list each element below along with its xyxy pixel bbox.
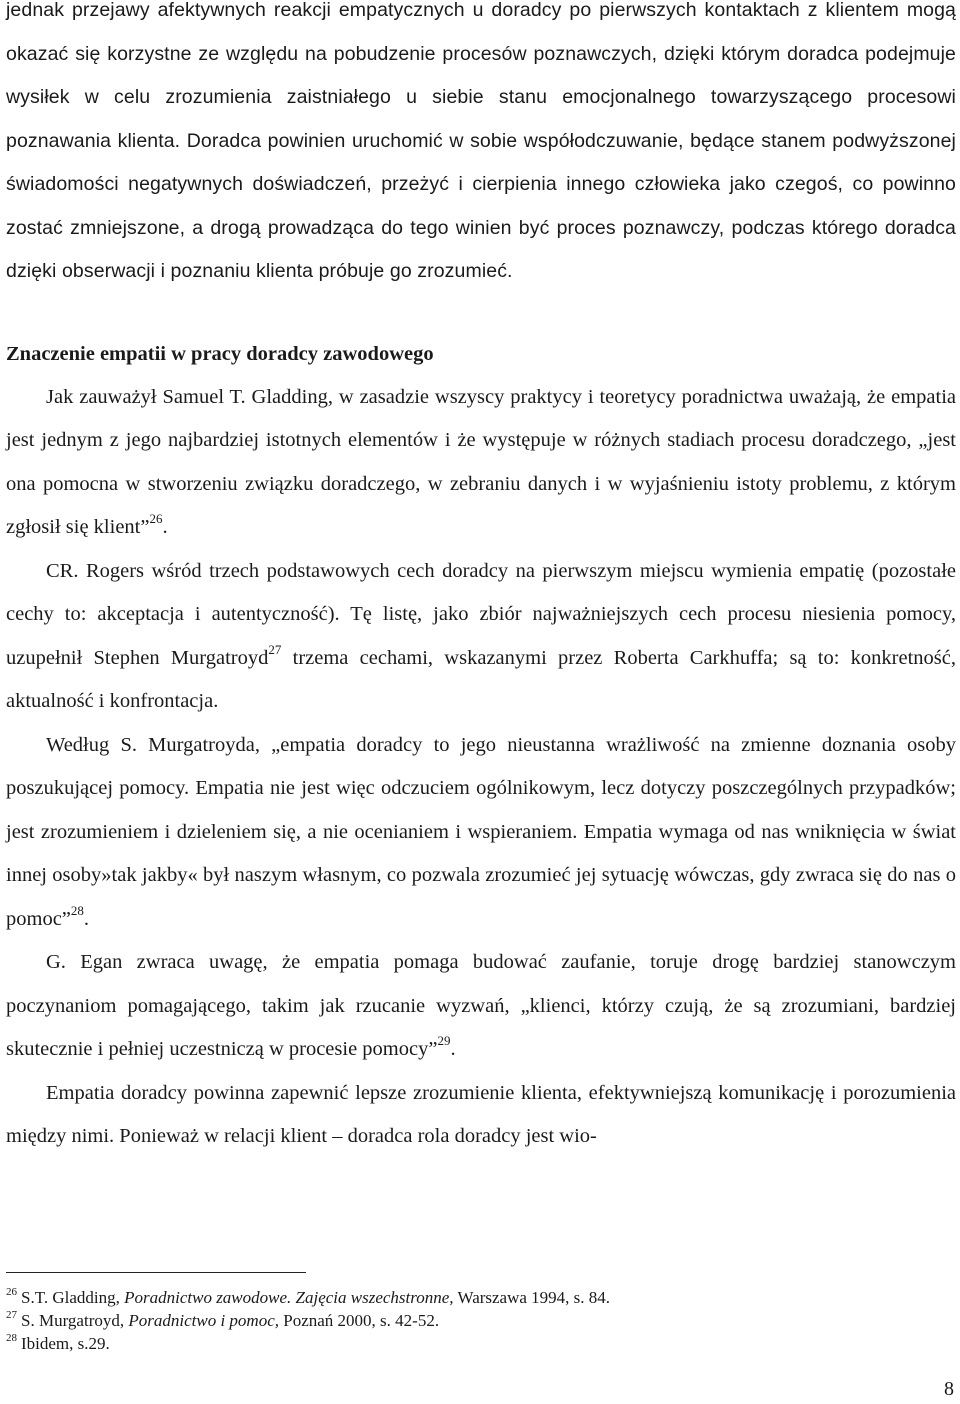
footnote-author: S. Murgatroyd,	[21, 1311, 129, 1330]
footnote-rest: Poznań 2000, s. 42-52.	[279, 1311, 440, 1330]
paragraph-empathy-affective	[6, 0, 956, 294]
footnote-26	[6, 1286, 946, 1309]
footnote-ref-26[interactable]: 26	[149, 511, 163, 527]
document-page	[6, 0, 956, 1159]
paragraph-gladding	[6, 376, 956, 550]
paragraph-text: Empatia doradcy powinna zapewnić lepsze zrozumienie klienta, efektywniejszą komunikację i porozumienia między nimi. Ponieważ w relacji klient – doradca rola doradcy jest wio-	[6, 1081, 956, 1147]
footnote-number: 27	[6, 1309, 17, 1322]
section-heading: Znaczenie empatii w pracy doradcy zawodowego	[6, 342, 434, 365]
paragraph-text: jednak przejawy afektywnych reakcji empatycznych u doradcy po pierwszych kontaktach z klientem mogą okazać się korzystne ze względu na pobudzenie procesów poznawczych, dzięki którym doradca podejmuje wysiłek w celu zrozumienia zaistniałego u siebie stanu emocjonalnego towarzyszącego procesowi poznawania klienta. Doradca powinien uruchomić w sobie współodczuwanie, będące stanem podwyższonej świadomości negatywnych doświadczeń, przeżyć i cierpienia innego człowieka jako czegoś, co powinno zostać zmniejszone, a drogą prowadząca do tego winien być proces poznawczy, podczas którego doradca dzięki obserwacji i poznaniu klienta próbuje go zrozumieć.	[6, 0, 956, 282]
paragraph-murgatroyd	[6, 724, 956, 942]
paragraph-end: .	[450, 1038, 456, 1060]
paragraph-text: CR. Rogers wśród trzech podstawowych cech doradcy na pierwszym miejscu wymienia empatię (pozostałe cechy to: akceptacja i autentyczność). Tę listę, jako zbiór najważniejszych cech procesu niesienia pomocy, uzupełnił Stephen Murgatroyd	[6, 559, 956, 669]
footnote-28	[6, 1332, 946, 1355]
paragraph-end: .	[83, 907, 90, 930]
footnote-ref-28[interactable]: 28	[70, 902, 84, 918]
paragraph-text: Jak zauważył Samuel T. Gladding, w zasadzie wszyscy praktycy i teoretycy poradnictwa uważają, że empatia jest jednym z jego najbardziej istotnych elementów i że występuje w różnych stadiach procesu doradczego, „jest ona pomocna w stworzeniu związku doradczego, w zebraniu danych i w wyjaśnieniu istoty problemu, z którym zgłosił się klient”	[6, 385, 956, 538]
footnote-ref-27[interactable]: 27	[268, 641, 282, 657]
footnote-author: S.T. Gladding,	[21, 1288, 125, 1307]
footnote-author: Ibidem, s.29.	[21, 1334, 110, 1353]
paragraph-end: .	[162, 516, 168, 538]
footnote-separator	[6, 1272, 306, 1273]
paragraph-text: G. Egan zwraca uwagę, że empatia pomaga budować zaufanie, toruje drogę bardziej stanowczym poczynaniom pomagającego, takim jak rzucanie wyzwań, „klienci, którzy czują, że są zrozumiani, bardziej skutecznie i pełniej uczestniczą w procesie pomocy”	[6, 951, 956, 1060]
paragraph-rogers	[6, 550, 956, 724]
footnote-rest: Warszawa 1994, s. 84.	[453, 1288, 611, 1307]
paragraph-text: Według S. Murgatroyda, „empatia doradcy to jego nieustanna wrażliwość na zmienne doznania osoby poszukującej pomocy. Empatia nie jest więc odczuciem ogólnikowym, lecz dotyczy poszczególnych przypadków; jest zrozumieniem i dzieleniem się, a nie ocenianiem i wspieraniem. Empatia wymaga od nas wniknięcia w świat innej osoby»tak jakby« był naszym własnym, co pozwala zrozumieć jej sytuację wówczas, gdy zwraca się do nas o pomoc”	[6, 733, 956, 930]
paragraph-communication	[6, 1072, 956, 1159]
paragraph-text-continued: trzema cechami, wskazanymi przez Roberta Carkhuffa; są to: konkretność, aktualność i konfrontacja.	[6, 646, 956, 712]
page-number: 8	[944, 1378, 954, 1400]
footnote-title: Poradnictwo i pomoc,	[128, 1311, 279, 1330]
footnote-title: Poradnictwo zawodowe. Zajęcia wszechstronne,	[124, 1288, 454, 1307]
paragraph-egan	[6, 941, 956, 1072]
footnote-27	[6, 1309, 946, 1332]
footnote-ref-29[interactable]: 29	[437, 1033, 451, 1049]
footnotes	[6, 1286, 946, 1355]
footnote-number: 28	[6, 1332, 17, 1345]
footnote-number: 26	[6, 1286, 17, 1299]
